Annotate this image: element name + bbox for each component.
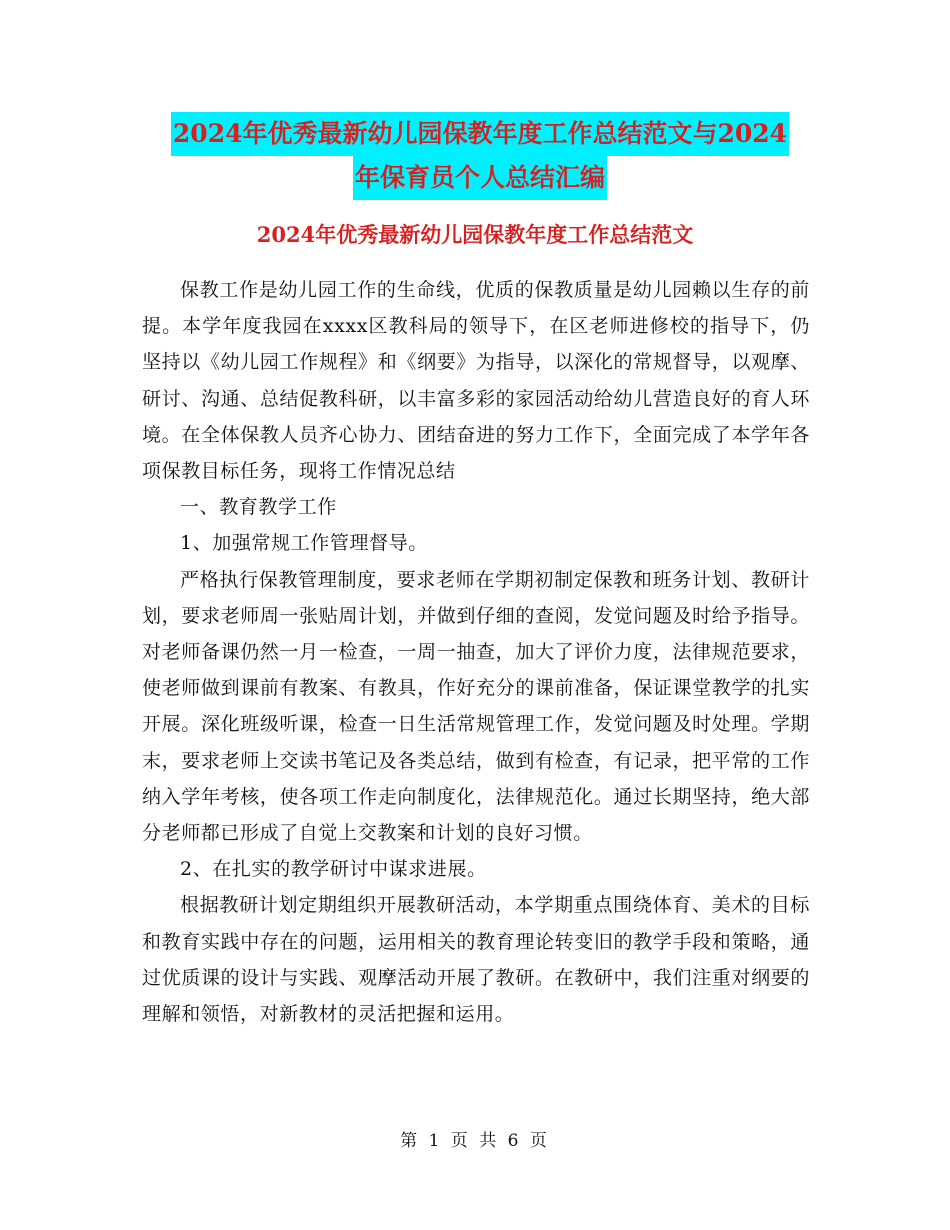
document-title bbox=[140, 112, 820, 200]
paragraph-routine-management: 严格执行保教管理制度，要求老师在学期初制定保教和班务计划、教研计划，要求老师周一张贴周计划，并做到仔细的查阅，发觉问题及时给予指导。对老师备课仍然一月一检查，一周一抽查，加大了评价力度，法律规范要求，使老师做到课前有教案、有教具，作好充分的课前准备，保证课堂教学的扎实开展。深化班级听课，检查一日生活常规管理工作，发觉问题及时处理。学期末，要求老师上交读书笔记及各类总结，做到有检查，有记录，把平常的工作纳入学年考核，使各项工作走向制度化，法律规范化。通过长期坚持，绝大部分老师都已形成了自觉上交教案和计划的良好习惯。 bbox=[142, 568, 810, 845]
heading-teaching-research: 2、在扎实的教学研讨中谋求进展。 bbox=[180, 858, 487, 881]
paragraph-teaching-research: 根据教研计划定期组织开展教研活动，本学期重点围绕体育、美术的目标和教育实践中存在的问题，运用相关的教育理论转变旧的教学手段和策略，通过优质课的设计与实践、观摩活动开展了教研。在教研中，我们注重对纲要的理解和领悟，对新教材的灵活把握和运用。 bbox=[142, 894, 810, 1026]
document-title-line-2: 年保育员个人总结汇编 bbox=[353, 156, 607, 200]
section-title: 2024年优秀最新幼儿园保教年度工作总结范文 bbox=[256, 222, 694, 247]
paragraph-intro: 保教工作是幼儿园工作的生命线，优质的保教质量是幼儿园赖以生存的前提。本学年度我园在xxxx区教科局的领导下，在区老师进修校的指导下，仍坚持以《幼儿园工作规程》和《纲要》为指导，以深化的常规督导，以观摩、研讨、沟通、总结促教科研，以丰富多彩的家园活动给幼儿营造良好的育人环境。在全体保教人员齐心协力、团结奋进的努力工作下，全面完成了本学年各项保教目标任务，现将工作情况总结 bbox=[142, 279, 810, 483]
document-body bbox=[142, 272, 810, 1032]
heading-teaching-work: 一、教育教学工作 bbox=[180, 496, 337, 519]
page-footer: 第 1 页 共 6 页 bbox=[400, 1131, 550, 1151]
heading-routine-management: 1、加强常规工作管理督导。 bbox=[180, 532, 428, 555]
document-title-line-1: 2024年优秀最新幼儿园保教年度工作总结范文与2024 bbox=[171, 112, 789, 156]
